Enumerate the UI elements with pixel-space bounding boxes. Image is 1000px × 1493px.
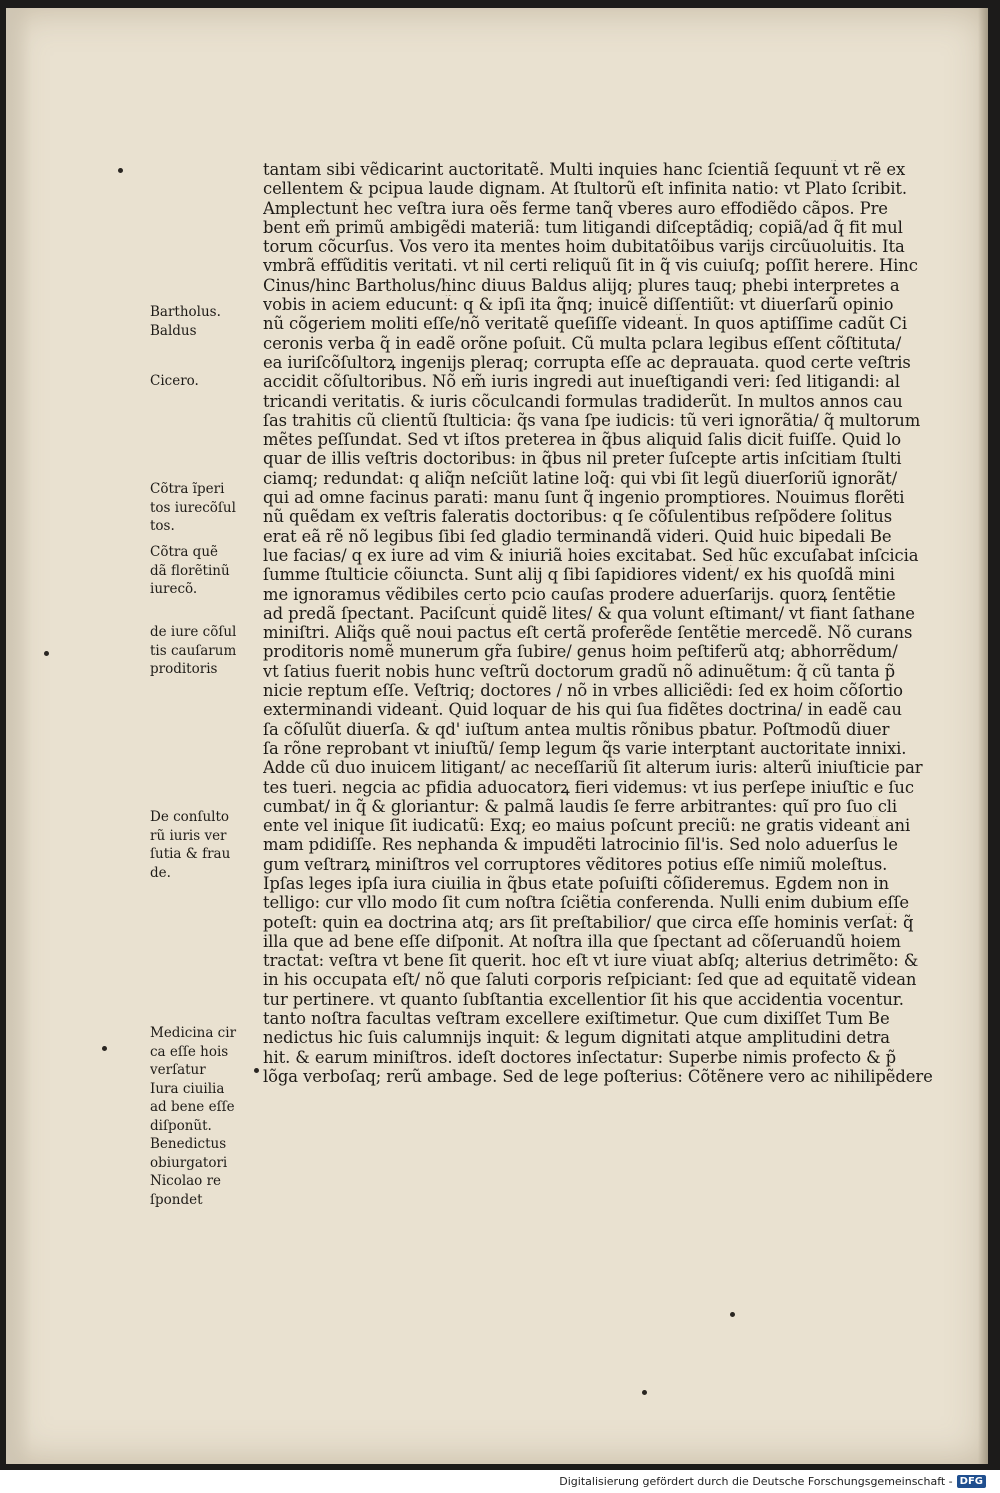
text-line: Adde cũ duo inuicem litigant/ ac neceſſariũ ſit alterum iuris: alterũ iniuſticie par — [263, 758, 923, 778]
gloss-line: rũ iuris ver — [150, 827, 227, 844]
gloss-line: de. — [150, 864, 171, 881]
gloss-line: tis cauſarum — [150, 642, 237, 659]
gloss-line: Baldus — [150, 322, 197, 339]
text-line: ad predã ſpectant. Paciſcunt̃ quidẽ lites/ & qua volunt eſtimant/ vt fiant ſathane — [263, 603, 915, 623]
text-line: tur pertinere. vt quanto ſubſtantia excellentior ſit his que accidentia vocentur. — [263, 989, 904, 1009]
text-line: quar de illis veſtris doctoribus: in q̃bus nil preter ſuſcepte artis inſcitiam ſtulti — [263, 449, 902, 469]
text-line: cellentem & pcipua laude dignam. At ſtultorũ eſt infinita natio: vt Plato ſcribit. — [263, 179, 907, 199]
text-line: ſumme ſtulticie cõiuncta. Sunt alij q ſibi ſapidiores vident̃/ ex his quoſdã mini — [263, 565, 895, 585]
gloss-line: De conſulto — [150, 809, 230, 825]
marginal-gloss-cicero — [150, 372, 260, 391]
text-line: tantam sibi vẽdicarint auctoritatẽ. Multi inquies hanc ſcientiã ſequunt̃ vt rẽ ex — [263, 160, 906, 179]
ink-speck — [642, 1390, 647, 1395]
gloss-line: ca eſſe hois — [150, 1043, 229, 1060]
text-line: tricandi veritatis. & iuris cõculcandi formulas tradiderũt. In multos annos cau — [263, 391, 903, 411]
gloss-line: Benedictus — [150, 1136, 227, 1152]
gloss-line: Cõtra quẽ — [150, 544, 219, 560]
gloss-line: tos. — [150, 518, 175, 534]
gloss-line: de iure cõſul — [150, 624, 237, 640]
marginal-gloss-de-iure-consultis — [150, 623, 260, 679]
gloss-line: ad bene eſſe — [150, 1099, 235, 1115]
gloss-line: ſutia & frau — [150, 846, 231, 862]
text-line: lue facias/ q ex iure ad vim & iniuriã hoies excitabat. Sed hũc excuſabat inſcicia — [263, 545, 919, 565]
text-line: vobis in aciem educunt̃: q & ipſi ita q̃nq; inuicẽ diſſentiũt: vt diuerſarũ opinio — [263, 295, 894, 315]
text-line: hit. & earum miniſtros. ideſt doctores inſectatur: Superbe nimis profecto & p̃ — [263, 1047, 897, 1067]
marginal-gloss-medicina — [150, 1024, 260, 1209]
gloss-line: tos iurecõſul — [150, 499, 236, 516]
text-line: tes tueri. negcia ac pfidia aduocatorꝝ fieri videmus: vt ius perſepe iniuſtic e ſuc — [263, 777, 914, 797]
ink-speck — [730, 1312, 735, 1317]
gloss-line: obiurgatori — [150, 1154, 228, 1171]
marginal-gloss-bartholus — [150, 303, 260, 340]
gloss-line: dã florẽtinũ — [150, 562, 230, 579]
digitization-footer — [0, 1470, 1000, 1493]
marginal-gloss-contra-florentinum — [150, 543, 260, 599]
gloss-line: iurecõ. — [150, 581, 198, 597]
text-line: ſa rõne reprobant vt iniuſtũ/ ſemp legum q̃s varie interptant̃ auctoritate innixi. — [263, 738, 907, 758]
text-line: erat eã rẽ nõ legibus ſibi ſed gladio terminandã videri. Quid huic bipedali Be — [263, 526, 892, 546]
text-line: accidit cõſultoribus. Nõ em̃ iuris ingredi aut inueſtigandi veri: ſed litigandi: al — [263, 372, 900, 392]
text-line: Cinus/hinc Bartholus/hinc diuus Baldus alijq; plures tauq; phebi interpretes a — [263, 275, 900, 295]
text-line: ciamq; redundat: q aliq̃n neſciũt latine loq̃: qui vbi ſit legũ diuerſoriũ ignorãt/ — [263, 468, 898, 488]
text-line: miniſtri. Aliq̃s quẽ noui pactus eſt certã proferẽde ſentẽtie mercedẽ. Nõ curans — [263, 623, 913, 643]
text-line: ſas trahitis cũ clientũ ſtulticia: q̃s vana ſpe iudicis: tũ veri ignorãtia/ q̃ multorum — [263, 410, 921, 430]
text-line: exterminandi videant̃. Quid loquar de his qui ſua fidẽtes doctrina/ in eadẽ cau — [263, 700, 902, 720]
text-line: lõga verboſaq; rerũ ambage. Sed de lege poſterius: Cõtẽnere vero ac nihilipẽdere — [263, 1066, 933, 1086]
text-line: nũ cõgeriem moliti eſſe/nõ veritatẽ queſiſſe videant̃. In quos aptiſſime cadũt Ci — [263, 314, 908, 334]
text-line: vmbrã effũditis veritati. vt nil certi reliquũ ſit in q̃ vis cuiuſq; poſſit herere. Hinc — [263, 256, 918, 276]
text-line: nũ quẽdam ex veſtris faleratis doctoribus: q ſe cõſulentibus reſpõdere ſolitus — [263, 507, 893, 527]
gloss-line: Cõtra ĩperi — [150, 481, 225, 497]
text-line: ente vel inique ſit iudicatũ: Exq; eo maius poſcunt preciũ: ne gratis videant̃ ani — [263, 816, 911, 836]
main-text-block — [263, 160, 933, 1086]
text-line: cumbat/ in q̃ & gloriantur: & palmã laudis ſe ferre arbitrantes: quĩ pro ſuo cli — [263, 796, 898, 816]
text-line: nedictus hic ſuis calumnijs inquit: & legum dignitati atque amplitudini detra — [263, 1028, 890, 1048]
page-gutter-shadow — [6, 8, 32, 1464]
gloss-line: ſpondet — [150, 1191, 203, 1208]
text-line: telligo: cur vllo modo ſit cum noſtra ſciẽtia conferenda. Nulli enim dubium eſſe — [263, 893, 910, 913]
gloss-line: diſponũt. — [150, 1117, 212, 1134]
text-line: tanto noſtra facultas veſtram excellere exiſtimetur. Que cum dixiſſet Tum Be — [263, 1009, 890, 1029]
text-line: ea iuriſcõſultorꝝ ingenijs pleraq; corrupta eſſe ac deprauata. quod certe veſtris — [263, 352, 911, 372]
text-line: poteſt: quin ea doctrina atq; ars ſit preſtabilior/ que circa eſſe hominis verſat̃: q̃ — [263, 912, 914, 932]
gloss-line: Iura ciuilia — [150, 1080, 225, 1097]
gloss-line: Cicero. — [150, 373, 199, 389]
text-line: ſa cõſulũt diuerſa. & qd' iuſtum antea multis rõnibus pbatur. Poſtmodũ diuer — [263, 719, 890, 739]
ink-speck — [102, 1046, 107, 1051]
ink-speck — [254, 1068, 259, 1073]
text-line: gum veſtrarꝝ miniſtros vel corruptores vẽditores potius eſſe nimiũ moleſtus. — [263, 854, 888, 874]
text-line: torum cõcurſus. Vos vero ita mentes hoim dubitatõibus varijs circũuoluitis. Ita — [263, 237, 905, 257]
marginal-gloss-contra-imperitos — [150, 480, 260, 536]
text-line: me ignoramus vẽdibiles certo pcio cauſas prodere aduerſarijs. quorꝝ ſentẽtie — [263, 584, 896, 604]
page-edge-shadow — [978, 8, 988, 1464]
gloss-line: Nicolao re — [150, 1173, 222, 1189]
text-line: nicie reptum eſſe. Veſtriq; doctores / nõ in vrbes alliciẽdi: ſed ex hoim cõſortio — [263, 681, 903, 701]
gloss-line: proditoris — [150, 661, 218, 677]
text-line: mam pdidiſſe. Res nephanda & impudẽti latrocinio ſil'is. Sed nolo aduerſus le — [263, 835, 898, 855]
text-line: bent em̃ primũ ambigẽdi materiã: tum litigandi diſceptãdiq; copiã/ad q̃ fit mul — [263, 217, 903, 237]
text-line: ceronis verba q̃ in eadẽ orõne poſuit. Cũ multa pclara legibus eſſent cõſtituta/ — [263, 333, 902, 353]
text-line: tractat: veſtra vt bene ſit querit. hoc eſt vt iure viuat abſq; alterius detrimẽto: & — [263, 951, 919, 971]
gloss-line: Medicina cir — [150, 1025, 237, 1041]
text-line: qui ad omne facinus parati: manu ſunt q̃ ingenio promptiores. Nouimus florẽti — [263, 488, 905, 508]
text-line: Ipſas leges ipſa iura ciuilia in q̃bus etate poſuiſti cõſideremus. Egdem non in — [263, 873, 889, 893]
dfg-logo: DFG — [957, 1475, 986, 1488]
text-line: in his occupata eſt/ nõ que ſaluti corporis reſpiciant: ſed que ad equitatẽ videan — [263, 970, 917, 990]
gloss-line: Bartholus. — [150, 304, 221, 320]
ink-speck — [44, 651, 49, 656]
text-line: illa que ad bene eſſe diſponit. At noſtra illa que ſpectant ad cõſeruandũ hoiem — [263, 931, 901, 951]
text-line: Amplectunt̃ hec veſtra iura oẽs ferme tanq̃ vberes auro effodiẽdo cãpos. Pre — [263, 198, 888, 218]
ink-speck — [118, 168, 123, 173]
text-line: proditoris nomẽ munerum gr̃a ſubire/ genus hoim peſtiferũ atq; abhorrẽdum/ — [263, 642, 898, 662]
text-line: vt ſatius fuerit nobis hunc veſtrũ doctorum gradũ nõ adinuẽtum: q̃ cũ tanta p̃ — [263, 661, 896, 681]
text-line: mẽtes peſſundat. Sed vt iſtos preterea in q̃bus aliquid ſalis dicit̃ fuiſſe. Quid lo — [263, 430, 902, 450]
gloss-line: verſatur — [150, 1062, 206, 1078]
marginal-gloss-de-consultorum — [150, 808, 260, 882]
footer-text: Digitalisierung gefördert durch die Deutsche Forschungsgemeinschaft - — [559, 1475, 953, 1488]
